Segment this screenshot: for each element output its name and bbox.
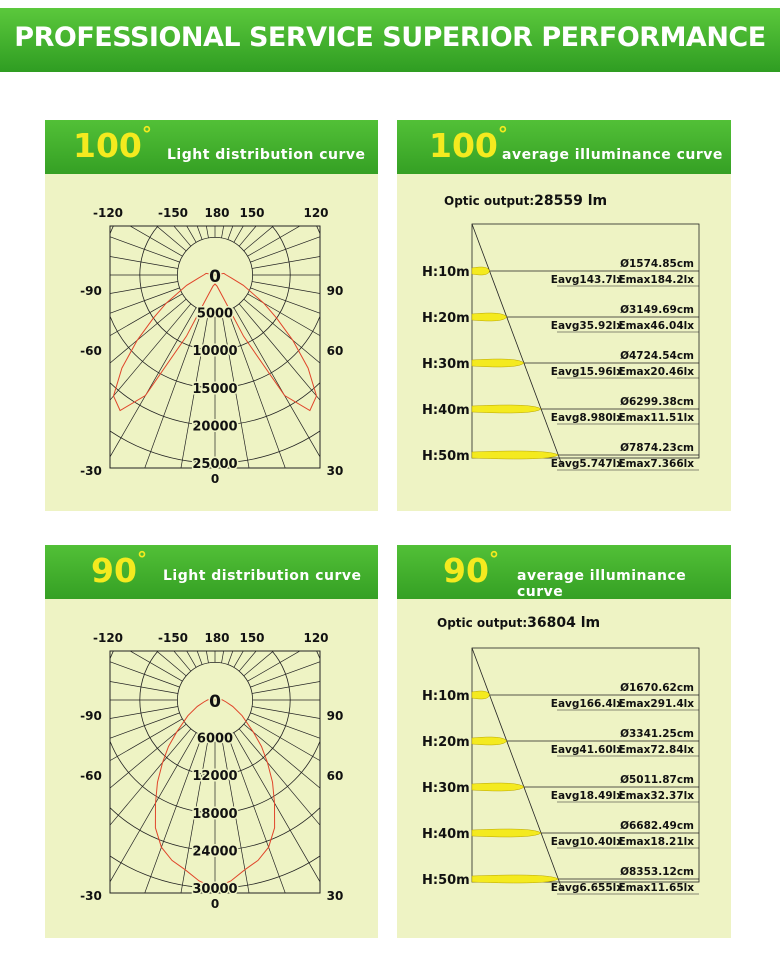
- degree-value: 100°: [73, 122, 152, 165]
- eavg-label: Eavg166.4lx: [550, 698, 623, 710]
- emax-label: Emax11.65lx: [618, 882, 694, 894]
- angle-label: -30: [80, 464, 102, 478]
- angle-label: 0: [210, 897, 220, 911]
- angle-label: 60: [326, 769, 344, 783]
- header-banner: [0, 8, 780, 72]
- eavg-label: Eavg18.49lx: [550, 790, 623, 802]
- polar-spoke: [45, 120, 182, 256]
- angle-label: -60: [80, 769, 102, 783]
- polar-spoke: [45, 120, 189, 251]
- polar-spoke: [252, 707, 378, 770]
- eavg-label: Eavg41.60lx: [550, 744, 623, 756]
- polar-spoke: [228, 545, 352, 665]
- ring-value-label: 6000: [196, 731, 234, 747]
- emax-label: Emax291.4lx: [618, 698, 694, 710]
- polar-spoke: [222, 120, 285, 238]
- emax-label: Emax18.21lx: [618, 836, 694, 848]
- degree-value: 90°: [91, 547, 147, 590]
- polar-spoke: [146, 545, 209, 663]
- ring-value-label: 15000: [192, 381, 238, 397]
- angle-label: 150: [239, 206, 265, 220]
- diameter-label: Ø6299.38cm: [620, 396, 694, 408]
- emax-label: Emax7.366lx: [618, 458, 694, 470]
- polar-spoke: [78, 545, 202, 665]
- polar-spoke: [45, 729, 191, 938]
- diameter-label: Ø1574.85cm: [620, 258, 694, 270]
- diameter-label: Ø1670.62cm: [620, 682, 694, 694]
- panel-title: Light distribution curve: [167, 147, 366, 163]
- angle-label: 0: [210, 472, 220, 486]
- polar-spoke: [45, 138, 180, 262]
- diameter-label: Ø7874.23cm: [620, 442, 694, 454]
- panel-100-average-illuminance: [397, 120, 731, 511]
- panel-90-light-distribution: [45, 545, 378, 938]
- angle-label: -60: [80, 344, 102, 358]
- polar-light-distribution-chart: [45, 120, 378, 511]
- angle-label: 120: [303, 631, 329, 645]
- ring-value-label: 0: [209, 692, 221, 712]
- polar-spoke: [228, 120, 352, 240]
- emax-label: Emax46.04lx: [618, 320, 694, 332]
- angle-label: 30: [326, 889, 344, 903]
- panel-title: average illuminance curve: [517, 568, 687, 600]
- polar-spoke: [78, 735, 202, 938]
- polar-spoke: [45, 545, 196, 667]
- polar-spoke: [45, 120, 191, 246]
- optic-output: Optic output:36804 lm: [437, 615, 601, 631]
- height-label: H:50m: [422, 873, 470, 888]
- polar-spoke: [228, 735, 352, 938]
- polar-spoke: [248, 545, 378, 681]
- diameter-label: Ø3341.25cm: [620, 728, 694, 740]
- ring-value-label: 25000: [192, 457, 238, 472]
- eavg-label: Eavg5.747lx: [550, 458, 623, 470]
- beam-spot: [472, 359, 524, 367]
- emax-label: Emax184.2lx: [618, 274, 694, 286]
- eavg-label: Eavg6.655lx: [550, 882, 623, 894]
- polar-spoke: [244, 299, 378, 511]
- panel-90-average-illuminance: [397, 545, 731, 938]
- angle-label: 30: [326, 464, 344, 478]
- polar-spoke: [222, 545, 285, 663]
- ring-value-label: 18000: [192, 806, 238, 822]
- diameter-label: Ø3149.69cm: [620, 304, 694, 316]
- optic-output: Optic output:28559 lm: [444, 193, 608, 209]
- beam-spot: [472, 737, 507, 745]
- polar-spoke: [45, 288, 180, 412]
- polar-spoke: [45, 733, 196, 938]
- average-illuminance-chart: [397, 120, 731, 511]
- diameter-label: Ø5011.87cm: [620, 774, 694, 786]
- height-label: H:10m: [422, 689, 470, 704]
- height-label: H:40m: [422, 403, 470, 418]
- panel-100-light-distribution: [45, 120, 378, 511]
- page-title: PROFESSIONAL SERVICE SUPERIOR PERFORMANCE: [14, 22, 766, 53]
- angle-label: -150: [157, 631, 189, 645]
- polar-spoke: [146, 120, 209, 238]
- diameter-label: Ø4724.54cm: [620, 350, 694, 362]
- eavg-label: Eavg35.92lx: [550, 320, 623, 332]
- average-illuminance-chart: [397, 545, 731, 938]
- polar-spoke: [248, 120, 378, 256]
- polar-spoke: [248, 719, 378, 900]
- polar-spoke: [45, 545, 191, 671]
- height-label: H:50m: [422, 449, 470, 464]
- panel-title: Light distribution curve: [163, 568, 362, 584]
- beam-spot: [472, 267, 490, 275]
- angle-label: 120: [303, 206, 329, 220]
- angle-label: -120: [92, 206, 124, 220]
- beam-spot: [472, 829, 541, 837]
- emax-label: Emax72.84lx: [618, 744, 694, 756]
- height-label: H:20m: [422, 311, 470, 326]
- polar-spoke: [222, 312, 285, 511]
- polar-spoke: [78, 120, 202, 240]
- polar-spoke: [234, 545, 378, 667]
- polar-spoke: [234, 120, 378, 242]
- eavg-label: Eavg143.7lx: [550, 274, 623, 286]
- polar-spoke: [252, 282, 378, 345]
- angle-label: 180: [204, 631, 230, 645]
- emax-label: Emax32.37lx: [618, 790, 694, 802]
- angle-label: 90: [326, 284, 344, 298]
- beam-spot: [472, 313, 507, 321]
- polar-spoke: [45, 545, 189, 676]
- angle-label: -150: [157, 206, 189, 220]
- polar-spoke: [146, 312, 209, 511]
- angle-label: -90: [80, 284, 102, 298]
- ring-value-label: 10000: [192, 344, 238, 360]
- beam-spot: [472, 691, 490, 699]
- polar-spoke: [244, 545, 378, 676]
- eavg-label: Eavg10.40lx: [550, 836, 623, 848]
- polar-spoke: [45, 294, 182, 475]
- angle-label: 60: [326, 344, 344, 358]
- beam-edge-line: [472, 224, 562, 465]
- ring-value-label: 0: [209, 267, 221, 287]
- polar-light-distribution-chart: [45, 545, 378, 938]
- degree-value: 90°: [443, 547, 499, 590]
- diameter-label: Ø6682.49cm: [620, 820, 694, 832]
- height-label: H:20m: [422, 735, 470, 750]
- polar-spoke: [45, 719, 182, 900]
- ring-value-label: 5000: [196, 306, 234, 322]
- angle-label: -30: [80, 889, 102, 903]
- polar-spoke: [45, 563, 180, 687]
- ring-value-label: 20000: [192, 419, 238, 435]
- height-label: H:40m: [422, 827, 470, 842]
- polar-spoke: [244, 120, 378, 251]
- angle-label: -120: [92, 631, 124, 645]
- angle-label: 90: [326, 709, 344, 723]
- eavg-label: Eavg15.96lx: [550, 366, 623, 378]
- polar-spoke: [45, 545, 182, 681]
- ring-value-label: 30000: [192, 882, 238, 897]
- eavg-label: Eavg8.980lx: [550, 412, 623, 424]
- polar-spoke: [45, 120, 196, 242]
- degree-value: 100°: [429, 122, 508, 165]
- angle-label: 180: [204, 206, 230, 220]
- beam-edge-line: [472, 648, 562, 889]
- panel-title: average illuminance curve: [502, 147, 723, 163]
- height-label: H:10m: [422, 265, 470, 280]
- height-label: H:30m: [422, 357, 470, 372]
- beam-spot: [472, 405, 541, 413]
- beam-spot: [472, 783, 524, 791]
- height-label: H:30m: [422, 781, 470, 796]
- diameter-label: Ø8353.12cm: [620, 866, 694, 878]
- emax-label: Emax11.51lx: [618, 412, 694, 424]
- beam-spot: [472, 875, 558, 883]
- angle-label: 150: [239, 631, 265, 645]
- angle-label: -90: [80, 709, 102, 723]
- ring-value-label: 24000: [192, 844, 238, 860]
- polar-spoke: [239, 120, 378, 246]
- ring-value-label: 12000: [192, 769, 238, 785]
- emax-label: Emax20.46lx: [618, 366, 694, 378]
- polar-spoke: [239, 545, 378, 671]
- beam-spot: [472, 451, 558, 459]
- polar-spoke: [244, 724, 378, 938]
